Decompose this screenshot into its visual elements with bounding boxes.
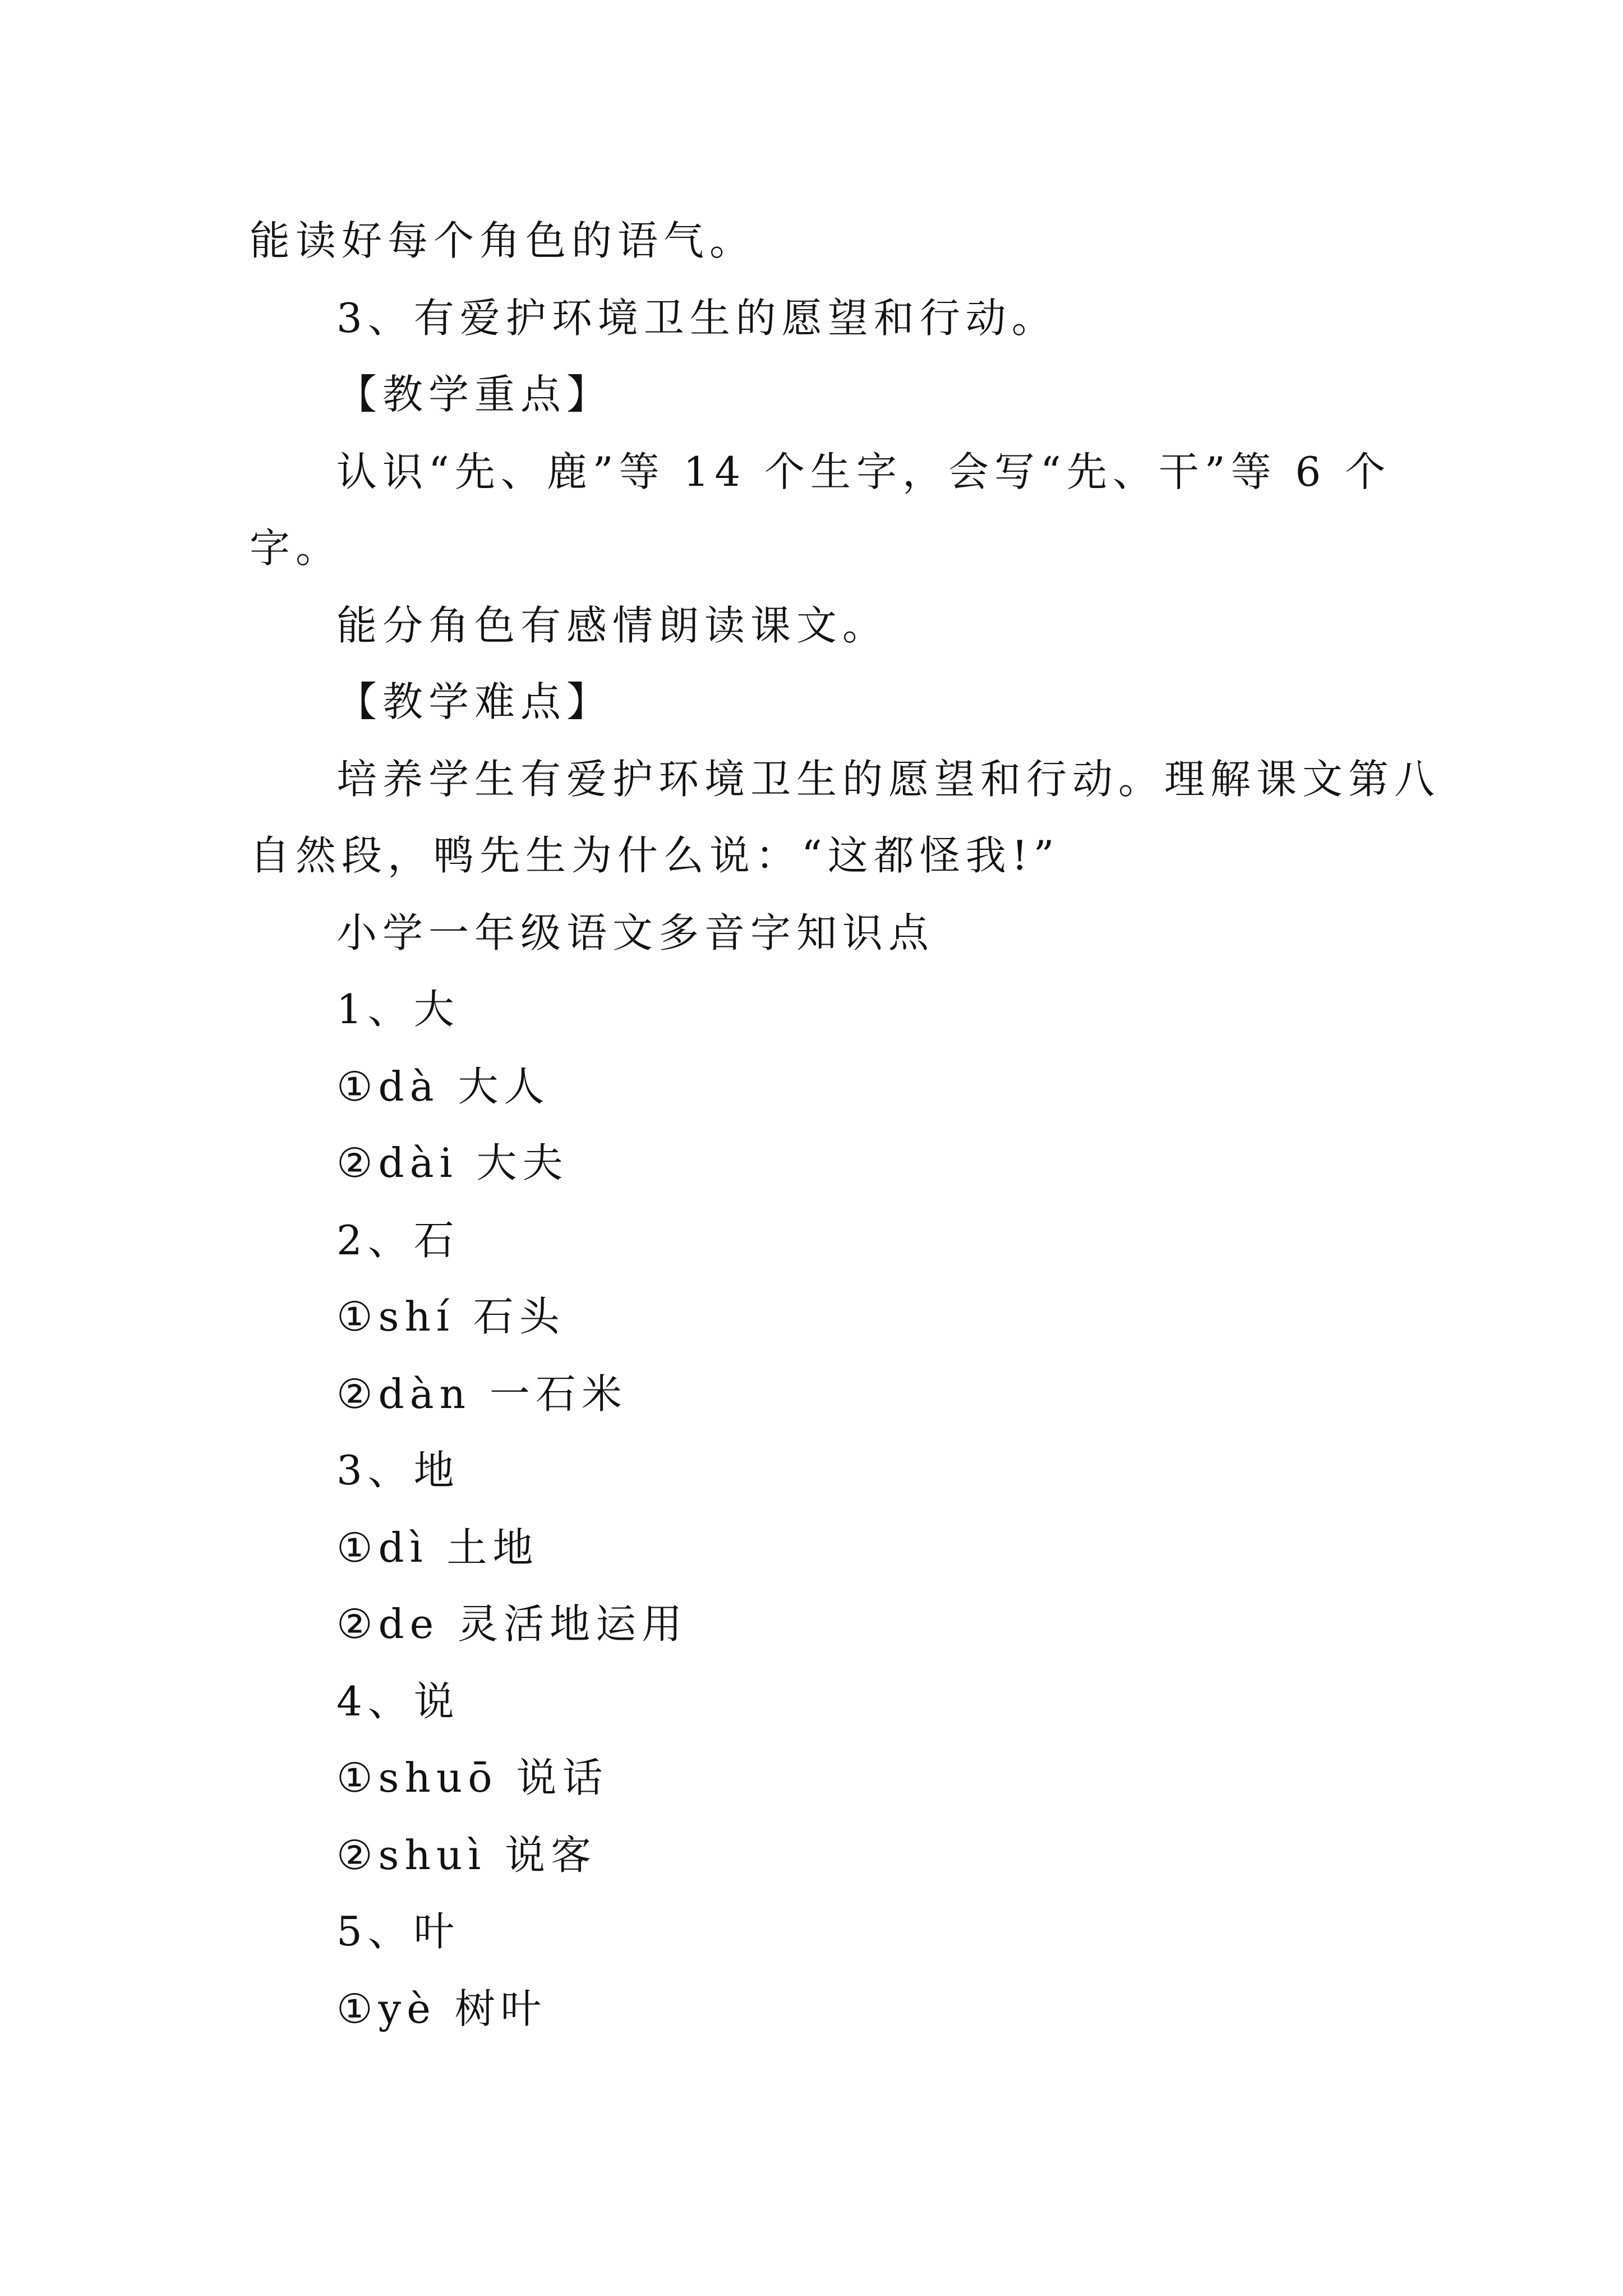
list-item: ②de 灵活地运用 (336, 1600, 688, 1648)
list-item: 5、叶 (336, 1908, 460, 1955)
text-line: 能分角色有感情朗读课文。 (336, 602, 889, 649)
list-item: 4、说 (336, 1678, 460, 1725)
list-item: ②dàn 一石米 (336, 1370, 628, 1418)
text-line: 培养学生有爱护环境卫生的愿望和行动。理解课文第八 (336, 756, 1441, 803)
list-item: ①yè 树叶 (336, 1985, 547, 2032)
text-line: 能读好每个角色的语气。 (250, 217, 756, 264)
text-line: 3、有爱护环境卫生的愿望和行动。 (336, 295, 1058, 342)
list-item: 3、地 (336, 1447, 460, 1494)
list-item: ①shí 石头 (336, 1293, 565, 1340)
list-item: ①dì 土地 (336, 1524, 539, 1571)
text-line: 认识“先、鹿”等 14 个生字，会写“先、干”等 6 个 (336, 448, 1391, 495)
text-line: 字。 (250, 524, 342, 572)
list-item: 2、石 (336, 1217, 460, 1264)
list-item: ①dà 大人 (336, 1063, 550, 1110)
list-item: ②dài 大夫 (336, 1139, 569, 1186)
list-item: 1、大 (336, 986, 460, 1033)
list-item: ②shuì 说客 (336, 1832, 597, 1879)
section-heading: 【教学重点】 (336, 371, 613, 418)
text-line: 自然段，鸭先生为什么说：“这都怪我!” (250, 832, 1060, 879)
section-title: 小学一年级语文多音字知识点 (336, 909, 935, 956)
list-item: ①shuō 说话 (336, 1754, 608, 1801)
section-heading: 【教学难点】 (336, 678, 613, 725)
